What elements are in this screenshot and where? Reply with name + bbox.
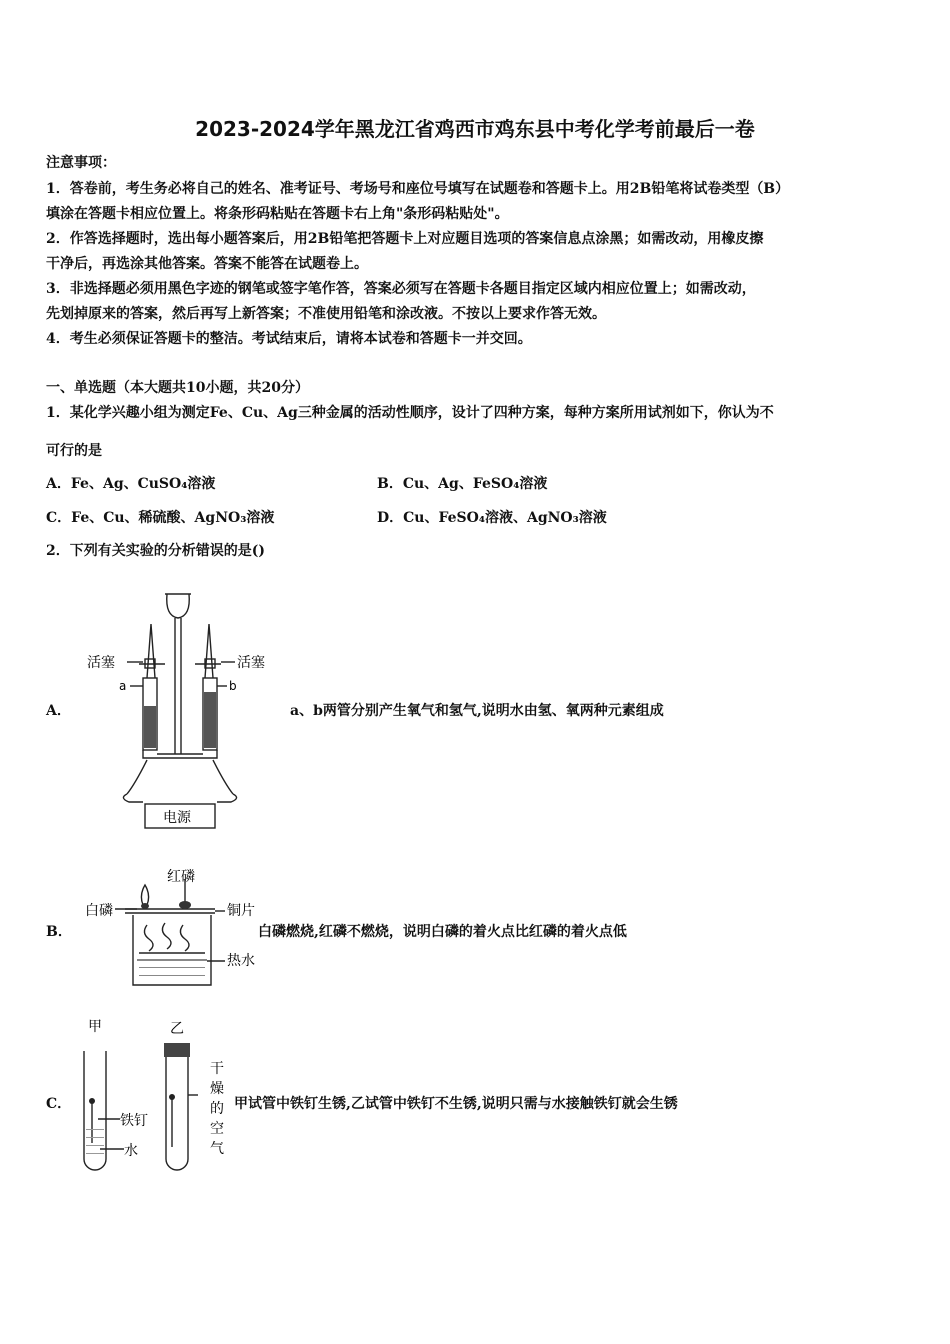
stopcock-left-label: 活塞 [87, 655, 115, 671]
rusting-diagram [80, 1015, 240, 1175]
nail-label: 铁钉 [120, 1113, 148, 1129]
yi-label: 乙 [170, 1021, 184, 1037]
q2-option-b-text: 白磷燃烧,红磷不燃烧，说明白磷的着火点比红磷的着火点低 [258, 924, 627, 940]
dry-air-label: 空 [210, 1121, 224, 1137]
q1-option-c: C．Fe、Cu、稀硫酸、AgNO₃溶液 [46, 510, 275, 526]
dry-air-label: 的 [210, 1101, 224, 1117]
dry-air-label: 燥 [210, 1081, 224, 1097]
white-p-label: 白磷 [85, 903, 113, 919]
q2-option-c-label: C． [46, 1096, 72, 1112]
hot-water-label: 热水 [227, 953, 255, 969]
phosphorus-diagram [85, 865, 265, 995]
q1-stem-cont: 可行的是 [46, 443, 102, 459]
notice-line: 1．答卷前，考生务必将自己的姓名、准考证号、考场号和座位号填写在试题卷和答题卡上。用2B铅笔将试卷类型（B） [46, 181, 790, 197]
q2-option-c-text: 甲试管中铁钉生锈,乙试管中铁钉不生锈,说明只需与水接触铁钉就会生锈 [234, 1096, 678, 1112]
notice-line: 填涂在答题卡相应位置上。将条形码粘贴在答题卡右上角"条形码粘贴处"。 [46, 206, 509, 222]
notice-heading: 注意事项： [46, 155, 116, 171]
power-label: 电源 [163, 810, 191, 826]
dry-air-label: 气 [210, 1141, 224, 1157]
notice-line: 2．作答选择题时，选出每小题答案后，用2B铅笔把答题卡上对应题目选项的答案信息点涂黑；如需改动，用橡皮擦 [46, 231, 764, 247]
section-heading: 一、单选题（本大题共10小题，共20分） [46, 380, 309, 396]
notice-line: 3．非选择题必须用黑色字迹的钢笔或签字笔作答，答案必须写在答题卡各题目指定区域内相应位置上；如需改动， [46, 281, 756, 297]
tube-a-label: a [119, 679, 127, 693]
notice-line: 4．考生必须保证答题卡的整洁。考试结束后，请将本试卷和答题卡一并交回。 [46, 331, 532, 347]
q1-option-b: B．Cu、Ag、FeSO₄溶液 [377, 476, 548, 492]
q1-stem: 1．某化学兴趣小组为测定Fe、Cu、Ag三种金属的活动性顺序，设计了四种方案，每种方案所用试剂如下，你认为不 [46, 405, 774, 421]
copper-label: 铜片 [227, 903, 255, 919]
q2-option-b-label: B． [46, 924, 72, 940]
jia-label: 甲 [88, 1019, 102, 1035]
q2-stem: 2．下列有关实验的分析错误的是() [46, 543, 265, 559]
dry-air-label: 干 [210, 1061, 224, 1077]
q2-option-a-label: A． [46, 703, 71, 719]
tube-b-label: b [229, 679, 237, 693]
page-title: 2023-2024学年黑龙江省鸡西市鸡东县中考化学考前最后一卷 [195, 117, 755, 141]
q1-option-a: A．Fe、Ag、CuSO₄溶液 [46, 476, 216, 492]
stopcock-right-label: 活塞 [237, 655, 265, 671]
water-label: 水 [124, 1143, 138, 1159]
red-p-label: 红磷 [167, 869, 195, 885]
q1-option-d: D．Cu、FeSO₄溶液、AgNO₃溶液 [377, 510, 607, 526]
notice-line: 先划掉原来的答案，然后再写上新答案；不准使用铅笔和涂改液。不按以上要求作答无效。 [46, 306, 606, 322]
electrolysis-diagram [85, 582, 285, 832]
q2-option-a-text: a、b两管分别产生氧气和氢气,说明水由氢、氧两种元素组成 [290, 703, 664, 719]
notice-line: 干净后，再选涂其他答案。答案不能答在试题卷上。 [46, 256, 368, 272]
